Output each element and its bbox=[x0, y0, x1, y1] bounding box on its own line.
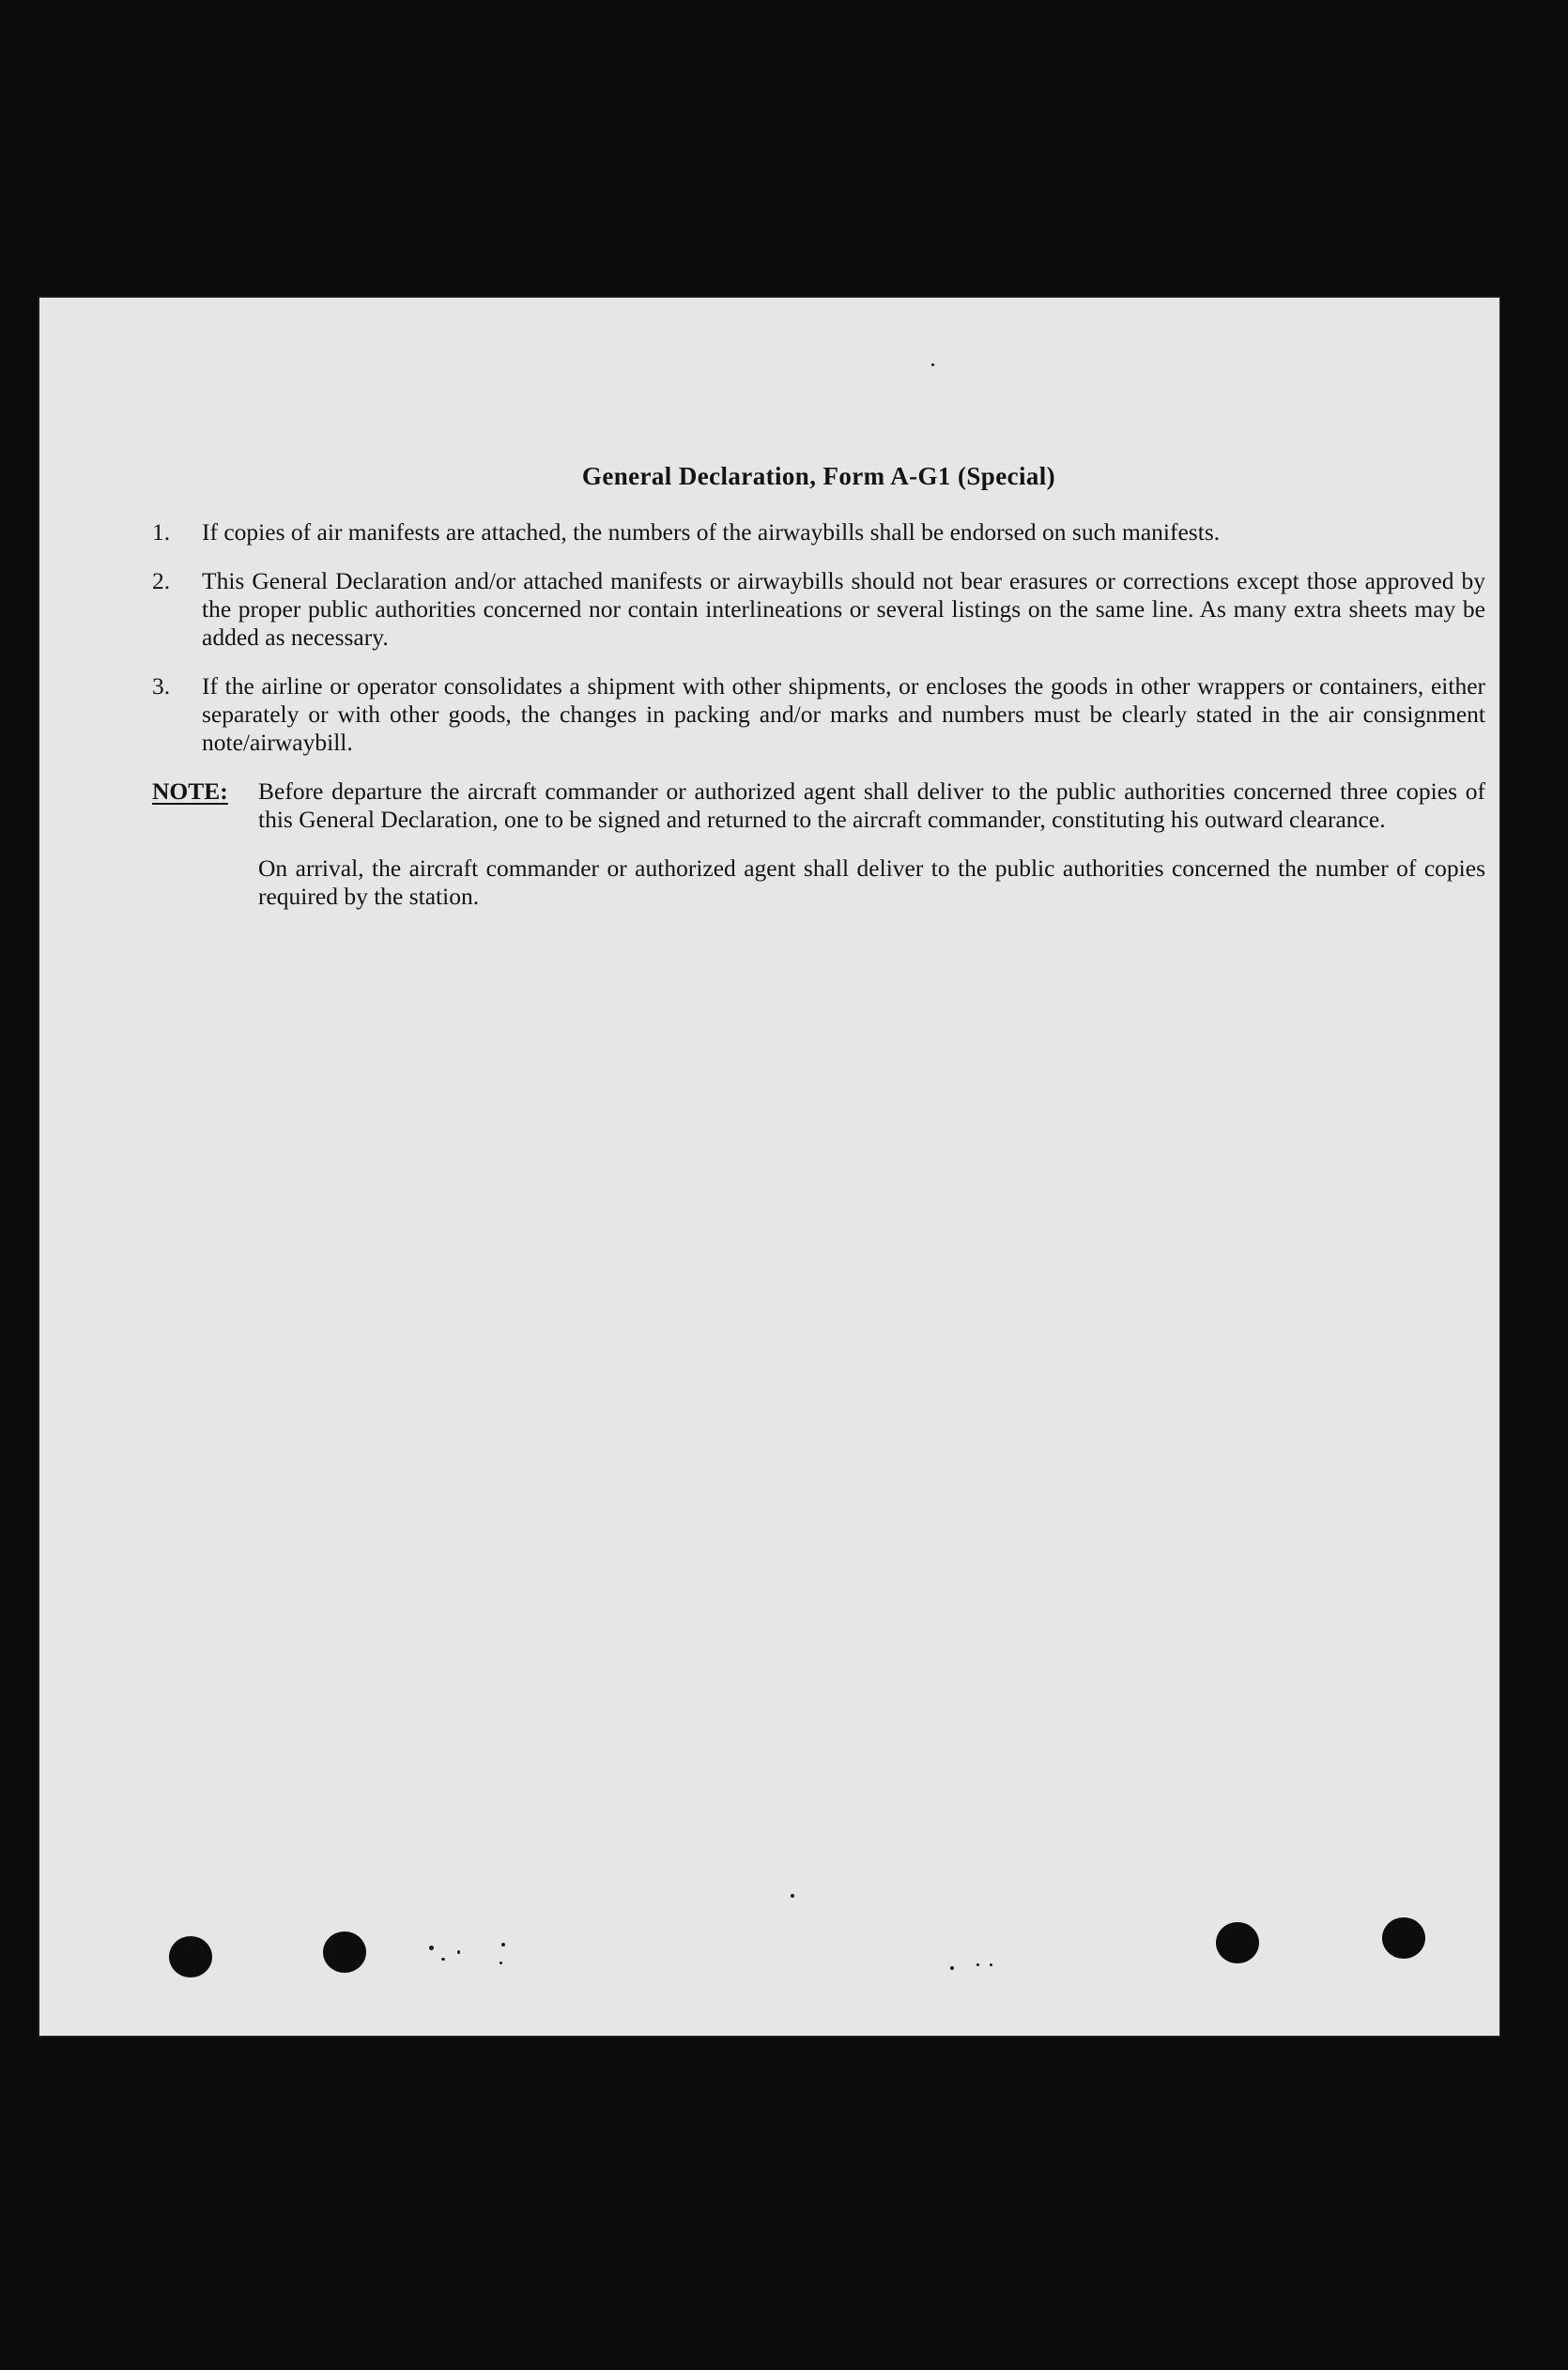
scan-speck bbox=[990, 1963, 992, 1966]
scan-speck bbox=[457, 1950, 460, 1954]
list-item bbox=[152, 567, 1485, 652]
punch-hole bbox=[1216, 1922, 1259, 1963]
scan-speck bbox=[441, 1958, 445, 1961]
document-body bbox=[152, 462, 1485, 911]
item-text: If the airline or operator consolidates a shipment with other shipments, or encloses the goods in other wrappers or containers, either separately or with other goods, the changes in packing and/or marks and numbers must be clearly stated in the air consignment note/airwaybill. bbox=[202, 672, 1485, 756]
scan-speck bbox=[791, 1894, 794, 1898]
item-text: If copies of air manifests are attached, the numbers of the airwaybills shall be endorsed on such manifests. bbox=[202, 518, 1221, 546]
paper-sheet bbox=[39, 298, 1499, 2036]
punch-hole bbox=[1382, 1917, 1425, 1959]
scan-speck bbox=[501, 1943, 505, 1947]
scan-speck bbox=[976, 1963, 979, 1966]
scan-speck bbox=[950, 1966, 954, 1970]
list-item bbox=[152, 518, 1485, 546]
note-section bbox=[152, 777, 1485, 834]
note-paragraph-2: On arrival, the aircraft commander or authorized agent shall deliver to the public authorities concerned the number of copies required by the station. bbox=[258, 854, 1485, 910]
list-item bbox=[152, 672, 1485, 757]
scan-speck bbox=[931, 363, 934, 366]
punch-hole bbox=[323, 1931, 366, 1973]
item-number: 1. bbox=[152, 518, 171, 546]
item-text: This General Declaration and/or attached manifests or airwaybills should not bear erasures or corrections except those approved by the proper public authorities concerned nor contain interlineations or several listings on the same line. As many extra sheets may be added as necessary. bbox=[202, 567, 1485, 651]
item-number: 3. bbox=[152, 672, 171, 700]
scan-speck bbox=[429, 1946, 434, 1950]
scan-speck bbox=[500, 1962, 502, 1964]
note-label: NOTE: bbox=[152, 777, 228, 805]
punch-hole bbox=[169, 1936, 212, 1978]
document-title: General Declaration, Form A-G1 (Special) bbox=[581, 462, 1056, 490]
note-paragraph-1: Before departure the aircraft commander or authorized agent shall deliver to the public authorities concerned three copies of this General Declaration, one to be signed and returned to the aircraft commander, constituting his outward clearance. bbox=[258, 777, 1485, 833]
item-number: 2. bbox=[152, 567, 171, 594]
